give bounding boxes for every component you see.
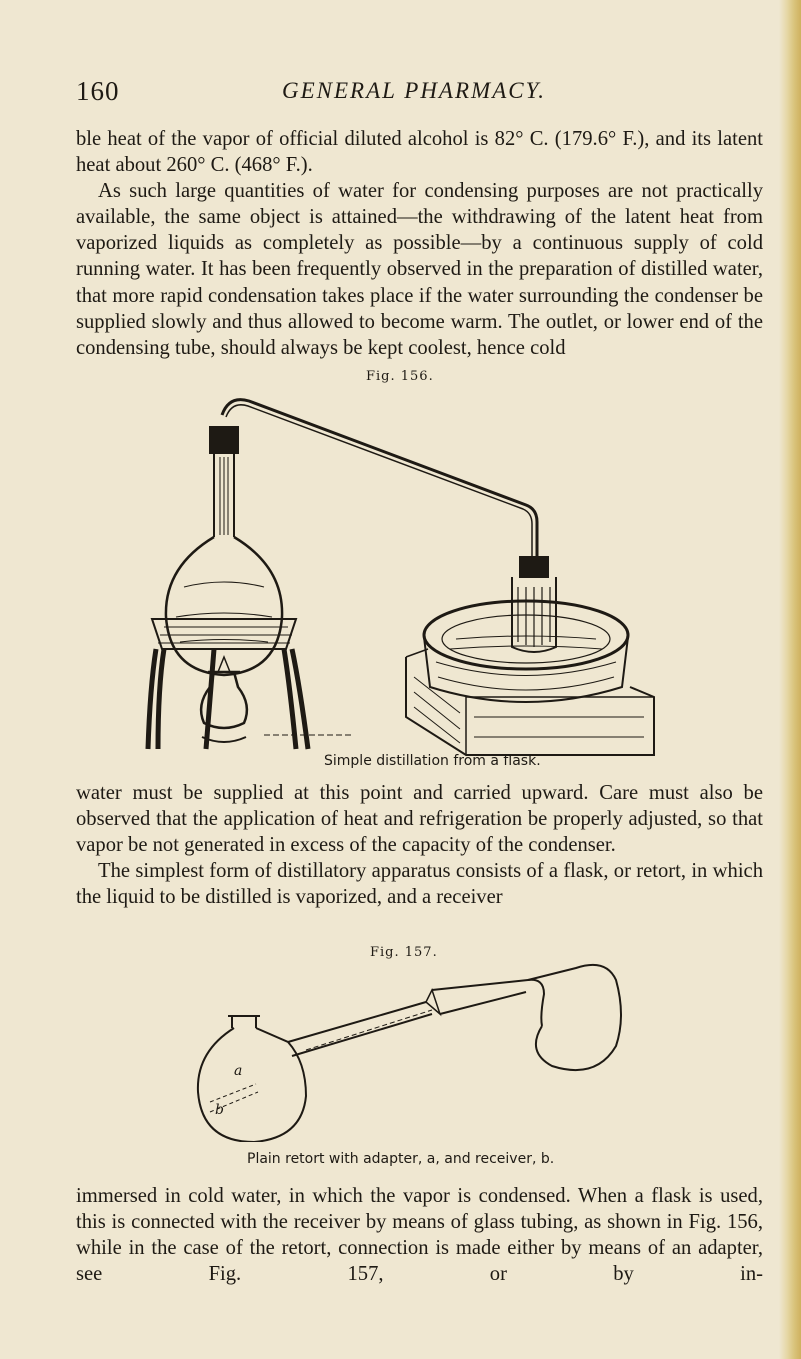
- paragraph: immersed in cold water, in which the vapor is condensed. When a flask is used, this is connected with the receiver by means of glass tubing, as shown in Fig. 156, while in the case of the retort, connection is made either by means of an adapter, see Fig. 157, or by in-: [76, 1185, 763, 1286]
- figure-156-caption: Simple distillation from a flask.: [324, 753, 541, 769]
- flask-cork: [210, 427, 238, 453]
- text-block-top: [76, 126, 763, 361]
- delivery-tube: [222, 400, 537, 557]
- receiver-body: [198, 1028, 306, 1142]
- text-block-middle: [76, 780, 763, 910]
- paragraph: ble heat of the vapor of official diluted alcohol is 82° C. (179.6° F.), and its latent heat about 260° C. (468° F.).: [76, 128, 763, 177]
- figure-157-caption: Plain retort with adapter, a, and receiver, b.: [247, 1151, 555, 1167]
- running-title: GENERAL PHARMACY.: [282, 78, 547, 103]
- adapter: [288, 1002, 432, 1056]
- figure-157-label: Fig. 157.: [370, 945, 438, 960]
- figure-157-illustration: [196, 962, 636, 1142]
- running-head: [76, 76, 756, 110]
- page-number: 160: [76, 76, 120, 106]
- receiver-neck: [520, 557, 548, 577]
- text-block-bottom: [76, 1183, 763, 1287]
- receiver-letter: b: [215, 1102, 224, 1118]
- paragraph: water must be supplied at this point and carried upward. Care must also be observed that the application of heat and refrigeration be properly adjusted, so that vapor be not generated in excess of the capacity of the condenser.: [76, 782, 763, 857]
- receiver-neck: [228, 1016, 260, 1028]
- figure-156-label: Fig. 156.: [366, 369, 434, 384]
- adapter-letter: a: [234, 1063, 243, 1079]
- paragraph: The simplest form of distillatory apparatus consists of a flask, or retort, in which the liquid to be distilled is vaporized, and a receiver: [76, 860, 763, 909]
- paragraph: As such large quantities of water for condensing purposes are not practically available, the same object is attained—the withdrawing of the latent heat from vaporized liquids as completely as possible—by a continuous supply of cold running water. It has been frequently observed in the preparation of distilled water, that more rapid condensation takes place if the water surrounding the condenser be supplied slowly and thus allowed to become warm. The outlet, or lower end of the condensing tube, should always be kept coolest, hence cold: [76, 180, 763, 359]
- wooden-block: [406, 657, 654, 755]
- tripod-stand: [148, 649, 308, 749]
- page-edge: [779, 0, 801, 1359]
- retort-neck: [432, 980, 544, 1026]
- figure-156-illustration: [144, 387, 664, 759]
- flask-body: [166, 537, 282, 675]
